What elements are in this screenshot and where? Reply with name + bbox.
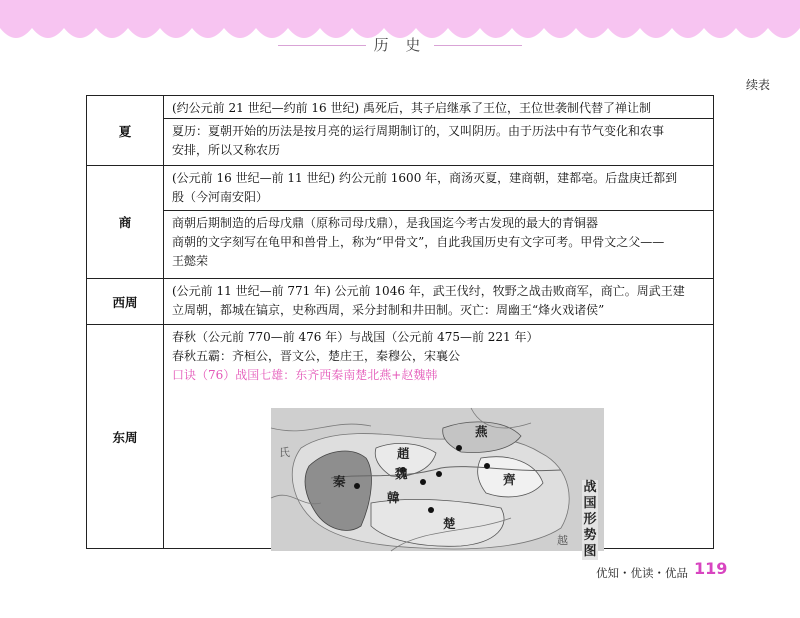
map-title: [582, 480, 598, 560]
map-label-wei: 魏: [395, 466, 408, 481]
map-terrain: [271, 408, 604, 551]
text-line: (公元前 16 世纪—前 11 世纪) 约公元前 1600 年，商汤灭夏，建商朝，建都亳。后盘庚迁都到: [172, 171, 678, 185]
table-row-xia: [87, 96, 713, 166]
text-line: 夏历：夏朝开始的历法是按月亮的运行周期制订的，又叫阴历。由于历法中有节气变化和农事: [172, 124, 665, 138]
map-label-han: 韓: [387, 490, 400, 505]
table-cell: [164, 96, 713, 119]
table-cell: [164, 279, 713, 325]
subject-title: 历 史: [373, 36, 427, 54]
map-title-char: 势: [583, 528, 597, 543]
text-line: 春秋五霸：齐桓公，晋文公，楚庄王，秦穆公，宋襄公: [172, 349, 461, 363]
row-cells: [164, 166, 713, 278]
map-title-char: 图: [583, 544, 597, 559]
text-line: (公元前 11 世纪—前 771 年) 公元前 1046 年，武王伐纣，牧野之战击败商军，商亡。周武王建: [172, 284, 685, 298]
map-title-char: 形: [583, 512, 597, 527]
map-label-zhao: 趙: [397, 446, 410, 461]
map-title-char: 战: [583, 480, 597, 495]
dynasty-label: 东周: [87, 325, 164, 549]
row-cells: [164, 279, 713, 324]
warring-states-map: [271, 408, 604, 559]
table-cell: [164, 211, 713, 279]
dynasty-label: 夏: [87, 96, 164, 165]
history-table: [86, 95, 714, 559]
map-label-yue: 越: [557, 534, 568, 547]
table-cell: [164, 166, 713, 211]
text-line: 春秋（公元前 770—前 476 年）与战国（公元前 475—前 221 年）: [172, 330, 539, 344]
text-line: 商朝后期制造的后母戊鼎（原称司母戊鼎），是我国迄今考古发现的最大的青铜器: [172, 216, 599, 230]
text-line: (约公元前 21 世纪—约前 16 世纪) 禹死后，其子启继承了王位，王位世袭制代替了禅让制: [172, 101, 651, 115]
dynasty-label: 商: [87, 166, 164, 278]
text-line: 立周朝，都城在镐京，史称西周，采分封制和井田制。灭亡：周幽王“烽火戏诸侯”: [172, 303, 605, 317]
table-row-shang: [87, 166, 713, 279]
map-label-qin: 秦: [333, 474, 346, 489]
map-label-qi: 齊: [503, 472, 516, 487]
table-row-dongzhou: [87, 325, 713, 559]
dynasty-label: 西周: [87, 279, 164, 324]
map-label-yan: 燕: [475, 424, 488, 439]
text-line: 安排，所以又称农历: [172, 143, 281, 157]
text-line: 商朝的文字刻写在龟甲和兽骨上，称为“甲骨文”，自此我国历史有文字可考。甲骨文之父——: [172, 235, 665, 249]
text-line: 殷（今河南安阳）: [172, 190, 269, 204]
subject-title-bar: [0, 34, 800, 58]
title-rule-right: [434, 45, 522, 46]
row-cells: [164, 96, 713, 165]
table-cell: [164, 119, 713, 166]
map-label-chu: 楚: [443, 516, 456, 531]
text-line: 王懿荣: [172, 254, 209, 268]
row-cells: [164, 325, 713, 559]
continued-label: 续表: [745, 78, 770, 92]
title-rule-left: [278, 45, 366, 46]
map-label-di: 氏: [279, 446, 290, 459]
table-row-xizhou: [87, 279, 713, 325]
page-number: 119: [694, 559, 728, 578]
footer-slogan: 优知・优读・优品: [596, 566, 688, 580]
map-title-char: 国: [583, 496, 597, 511]
mnemonic-line: 口诀（76）战国七雄：东齐西秦南楚北燕+赵魏韩: [172, 368, 438, 382]
